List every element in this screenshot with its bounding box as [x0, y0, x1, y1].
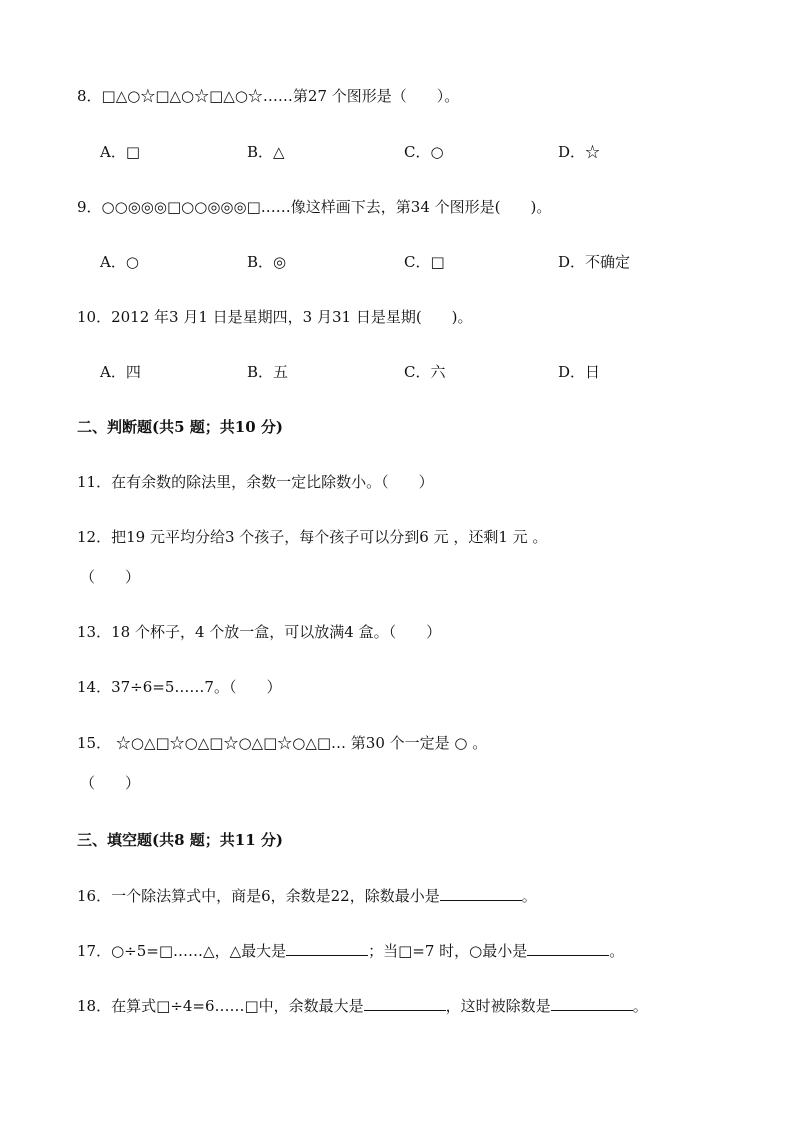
question-8: 8．□△○☆□△○☆□△○☆……第27 个图形是（ ）。	[77, 87, 460, 105]
answer-blank-2[interactable]	[527, 940, 609, 956]
question-16-end: 。	[521, 887, 537, 905]
question-9: 9．○○◎◎◎□○○◎◎◎□……像这样画下去，第34 个图形是( )。	[77, 198, 552, 216]
question-15-answer-paren: （ ）	[80, 774, 141, 792]
question-18-text-1: 18．在算式□÷4=6……□中，余数最大是	[77, 997, 364, 1015]
question-16-text: 16．一个除法算式中，商是6，余数是22，除数最小是	[77, 887, 440, 905]
question-8-options	[0, 142, 794, 162]
question-10-options	[0, 362, 794, 382]
question-15: 15． ☆○△□☆○△□☆○△□☆○△□… 第30 个一定是 ○ 。	[77, 734, 488, 752]
section-2-title: 二、判断题(共5 题；共10 分)	[77, 418, 283, 436]
option-b: B．△	[247, 143, 285, 161]
option-a: A．○	[100, 253, 139, 271]
option-c: C．六	[404, 363, 446, 381]
question-17	[77, 940, 624, 961]
question-18-text-2: ，这时被除数是	[445, 997, 551, 1015]
question-18-end: 。	[632, 997, 648, 1015]
answer-blank-1[interactable]	[364, 995, 446, 1011]
question-18	[77, 995, 648, 1016]
option-c: C．○	[404, 143, 444, 161]
answer-blank-1[interactable]	[286, 940, 368, 956]
option-b: B．五	[247, 363, 289, 381]
question-17-text-2: ；当□=7 时，○最小是	[368, 942, 528, 960]
option-a: A．四	[100, 363, 141, 381]
question-16	[77, 885, 537, 906]
option-a: A．□	[100, 143, 141, 161]
option-d: D．不确定	[558, 253, 631, 271]
question-17-end: 。	[609, 942, 625, 960]
option-c: C．□	[404, 253, 445, 271]
question-12: 12．把19 元平均分给3 个孩子，每个孩子可以分到6 元 ，还剩1 元 。	[77, 528, 548, 546]
question-12-answer-paren: （ ）	[80, 568, 141, 586]
question-11: 11．在有余数的除法里，余数一定比除数小。（ ）	[77, 473, 434, 491]
option-d: D．☆	[558, 143, 601, 161]
question-13: 13．18 个杯子，4 个放一盒，可以放满4 盒。（ ）	[77, 623, 442, 641]
section-3-title: 三、填空题(共8 题；共11 分)	[77, 831, 283, 849]
answer-blank[interactable]	[440, 885, 522, 901]
question-14: 14．37÷6=5……7。（ ）	[77, 678, 282, 696]
question-9-options	[0, 252, 794, 272]
answer-blank-2[interactable]	[551, 995, 633, 1011]
option-d: D．日	[558, 363, 601, 381]
question-17-text-1: 17．○÷5=□……△，△最大是	[77, 942, 287, 960]
option-b: B．◎	[247, 253, 287, 271]
question-10: 10．2012 年3 月1 日是星期四，3 月31 日是星期( )。	[77, 308, 473, 326]
